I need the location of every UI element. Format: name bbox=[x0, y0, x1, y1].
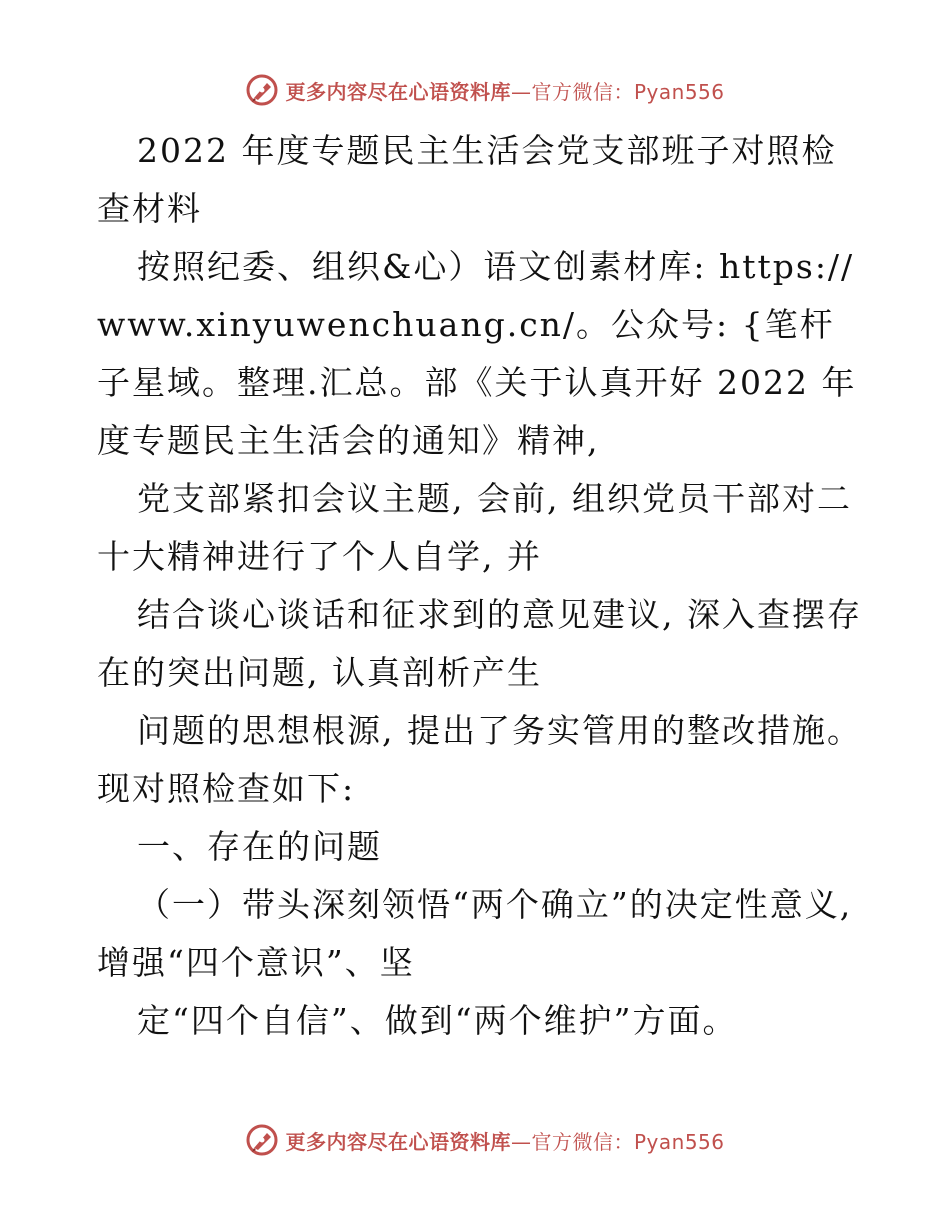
section-heading: 一、存在的问题 bbox=[137, 827, 382, 866]
pen-logo-icon bbox=[245, 1123, 279, 1157]
paragraph: 结合谈心谈话和征求到的意见建议, 深入查摆存在的突出问题, 认真剖析产生 bbox=[97, 595, 862, 692]
header-watermark bbox=[0, 70, 950, 110]
watermark-account: Pyan556 bbox=[633, 79, 725, 104]
paragraph: 定“四个自信”、做到“两个维护”方面。 bbox=[137, 1001, 738, 1040]
watermark-label: 官方微信： bbox=[531, 79, 634, 104]
paragraph: 党支部紧扣会议主题, 会前, 组织党员干部对二十大精神进行了个人自学, 并 bbox=[97, 479, 852, 576]
watermark-account: Pyan556 bbox=[633, 1129, 725, 1154]
subsection-heading: （一）带头深刻领悟“两个确立”的决定性意义, 增强“四个意识”、坚 bbox=[97, 885, 853, 982]
footer-watermark bbox=[0, 1120, 950, 1160]
watermark-brand: 更多内容尽在心语资料库 bbox=[285, 1129, 511, 1154]
watermark-brand: 更多内容尽在心语资料库 bbox=[285, 79, 511, 104]
watermark-separator: — bbox=[510, 79, 532, 104]
watermark-label: 官方微信： bbox=[531, 1129, 634, 1154]
pen-logo-icon bbox=[245, 73, 279, 107]
document-body bbox=[97, 122, 867, 1050]
watermark-separator: — bbox=[510, 1129, 532, 1154]
document-title: 2022 年度专题民主生活会党支部班子对照检查材料 bbox=[97, 131, 837, 228]
paragraph: 按照纪委、组织&心）语文创素材库: https://www.xinyuwenchuang.cn/。公众号: {笔杆子星域。整理.汇总。部《关于认真开好 2022 年度专题民主生活会的通知》精神, bbox=[97, 247, 857, 460]
paragraph: 问题的思想根源, 提出了务实管用的整改措施。现对照检查如下: bbox=[97, 711, 862, 808]
